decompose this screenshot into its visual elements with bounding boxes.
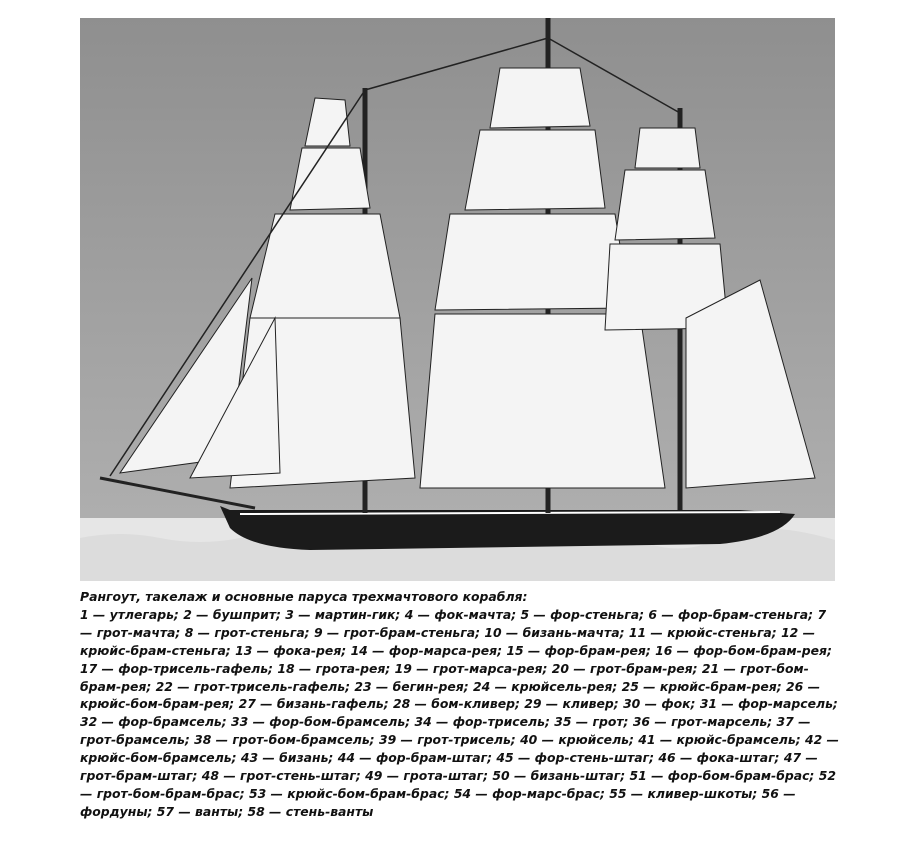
legend-item: 22 — грот-трисель-гафель; xyxy=(155,678,355,694)
legend-item: 7 — грот-мачта; xyxy=(80,606,827,640)
legend-item: 3 — мартин-гик; xyxy=(285,606,405,622)
legend-item: 8 — грот-стеньга; xyxy=(184,624,314,640)
legend-item: 45 — фор-стень-штаг; xyxy=(496,750,659,766)
legend-item: 46 — фока-штаг; xyxy=(658,750,784,766)
mizzen-topgallant-sail xyxy=(615,170,715,240)
main-course xyxy=(420,314,665,488)
fore-topgallant-sail xyxy=(290,148,370,210)
legend-item: 58 — стень-ванты xyxy=(247,803,374,819)
legend-item: 53 — крюйс-бом-брам-брас; xyxy=(248,785,454,801)
caption xyxy=(80,588,840,821)
legend-item: 41 — крюйс-брамсель; xyxy=(638,732,805,748)
legend-item: 9 — грот-брам-стеньга; xyxy=(313,624,485,640)
mizzen-royal-sail xyxy=(635,128,700,168)
legend-item: 16 — фор-бом-брам-рея; xyxy=(655,642,832,658)
legend-item: 54 — фор-марс-брас; xyxy=(453,785,610,801)
legend-item: 55 — кливер-шкоты; xyxy=(609,785,762,801)
ship-illustration xyxy=(80,18,835,581)
legend-item: 4 — фок-мачта; xyxy=(404,606,521,622)
legend-item: 57 — ванты; xyxy=(156,803,248,819)
legend-item: 17 — фор-трисель-гафель; xyxy=(80,660,278,676)
legend-item: 23 — бегин-рея; xyxy=(354,678,474,694)
legend-item: 36 — грот-марсель; xyxy=(632,714,777,730)
ship-diagram xyxy=(80,18,835,581)
legend-item: 32 — фор-брамсель; xyxy=(80,714,232,730)
legend-item: 34 — фор-трисель; xyxy=(414,714,555,730)
legend-item: 20 — грот-брам-рея; xyxy=(551,660,702,676)
legend-item: 49 — грота-штаг; xyxy=(365,768,493,784)
legend-item: 2 — бушприт; xyxy=(183,606,286,622)
legend-item: 52 — грот-бом-брам-брас; xyxy=(80,768,836,801)
legend-item: 14 — фор-марса-рея; xyxy=(350,642,507,658)
legend-item: 6 — фор-брам-стеньга; xyxy=(648,606,818,622)
legend-item: 38 — грот-бом-брамсель; xyxy=(194,732,379,748)
legend-item: 50 — бизань-штаг; xyxy=(492,768,630,784)
legend-item: 43 — бизань; xyxy=(240,750,338,766)
legend-item: 30 — фок; xyxy=(623,696,700,712)
legend-item: 12 — крюйс-брам-стеньга; xyxy=(80,624,816,658)
legend-item: 21 — грот-бом-брам-рея; xyxy=(80,660,809,694)
legend-item: 13 — фока-рея; xyxy=(235,642,351,658)
main-topsail xyxy=(435,214,630,310)
legend xyxy=(80,606,840,821)
legend-item: 44 — фор-брам-штаг; xyxy=(337,750,497,766)
legend-item: 15 — фор-брам-рея; xyxy=(506,642,656,658)
legend-item: 47 — грот-брам-штаг; xyxy=(80,750,818,784)
legend-item: 1 — утлегарь; xyxy=(80,606,184,622)
legend-item: 37 — грот-брамсель; xyxy=(80,714,811,748)
legend-item: 18 — грота-рея; xyxy=(277,660,395,676)
legend-item: 26 — крюйс-бом-брам-рея; xyxy=(80,678,820,712)
legend-item: 24 — крюйсель-рея; xyxy=(473,678,622,694)
main-royal-sail xyxy=(490,68,590,128)
legend-item: 33 — фор-бом-брамсель; xyxy=(231,714,415,730)
legend-item: 27 — бизань-гафель; xyxy=(238,696,393,712)
legend-item: 35 — грот; xyxy=(554,714,633,730)
legend-item: 28 — бом-кливер; xyxy=(393,696,525,712)
caption-title: Рангоут, такелаж и основные паруса трехмачтового корабля: xyxy=(80,589,528,604)
legend-item: 31 — фор-марсель; xyxy=(699,696,838,712)
legend-item: 25 — крюйс-брам-рея; xyxy=(621,678,787,694)
legend-item: 10 — бизань-мачта; xyxy=(484,624,629,640)
legend-item: 48 — грот-стень-штаг; xyxy=(201,768,366,784)
legend-item: 19 — грот-марса-рея; xyxy=(394,660,552,676)
legend-item: 39 — грот-трисель; xyxy=(378,732,521,748)
legend-item: 56 — фордуны; xyxy=(80,785,796,819)
legend-item: 40 — крюйсель; xyxy=(520,732,639,748)
legend-item: 29 — кливер; xyxy=(524,696,624,712)
main-topgallant-sail xyxy=(465,130,605,210)
legend-item: 42 — крюйс-бом-брамсель; xyxy=(80,732,839,766)
legend-item: 5 — фор-стеньга; xyxy=(520,606,649,622)
legend-item: 51 — фор-бом-брам-брас; xyxy=(629,768,819,784)
legend-item: 11 — крюйс-стеньга; xyxy=(628,624,782,640)
